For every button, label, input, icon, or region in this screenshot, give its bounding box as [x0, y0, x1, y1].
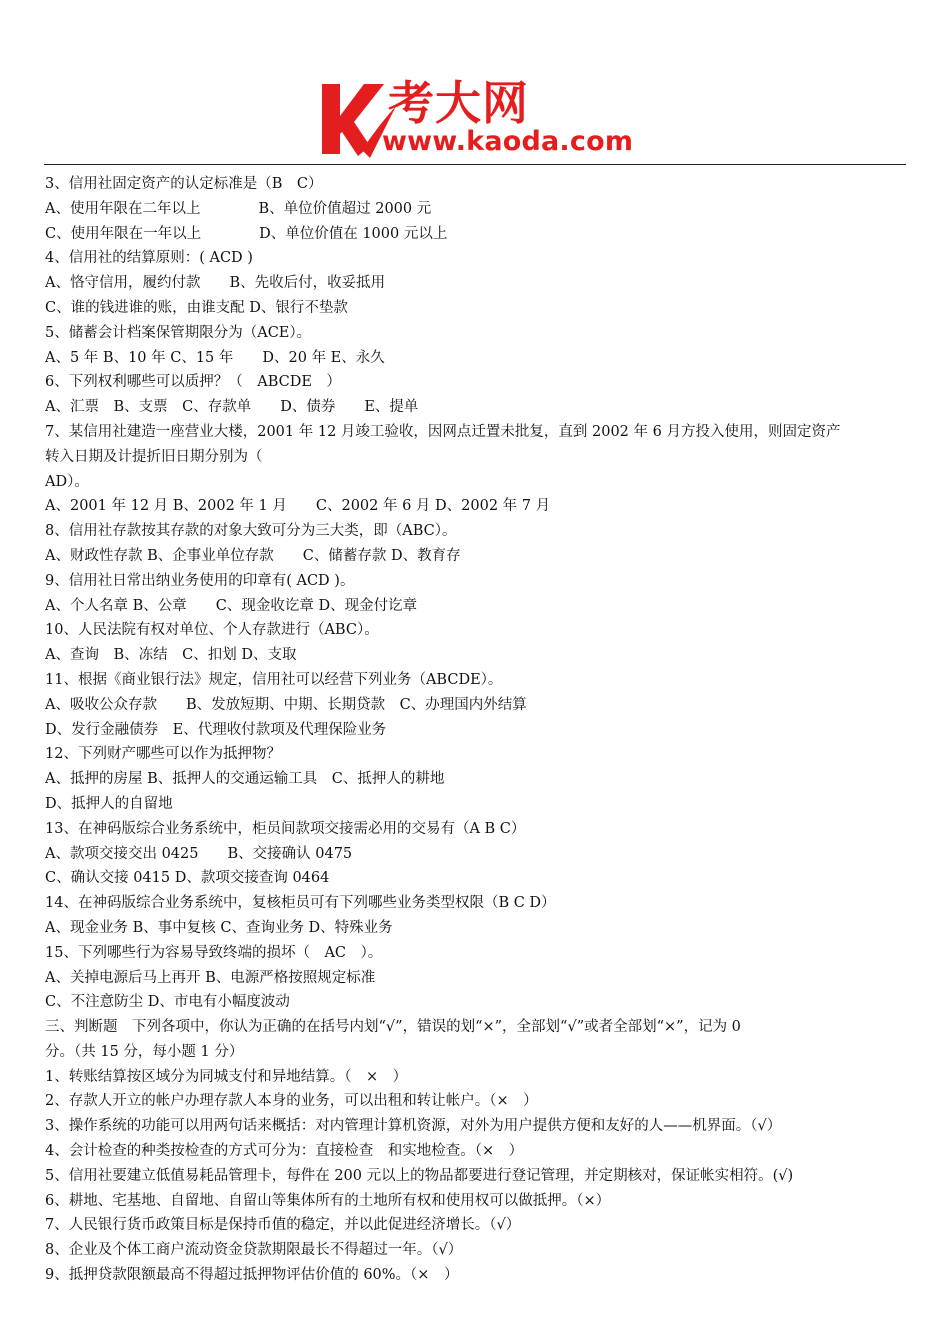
text-line: 5、信用社要建立低值易耗品管理卡，每件在 200 元以上的物品都要进行登记管理，并定期核对，保证帐实相符。(√)	[45, 1167, 794, 1184]
text-line: 10、人民法院有权对单位、个人存款进行（ABC）。	[45, 622, 379, 639]
document-body	[45, 172, 907, 1288]
text-line: A、抵押的房屋 B、抵押人的交通运输工具 C、抵押人的耕地	[45, 771, 445, 788]
text-line: 7、某信用社建造一座营业大楼，2001 年 12 月竣工验收，因网点迁置未批复，直到 2002 年 6 月方投入使用，则固定资产	[45, 423, 841, 440]
text-line: A、使用年限在二年以上 B、单位价值超过 2000 元	[45, 200, 432, 217]
text-line: 11、根据《商业银行法》规定，信用社可以经营下列业务（ABCDE）。	[45, 671, 503, 688]
header-divider	[44, 164, 906, 165]
text-line: A、2001 年 12 月 B、2002 年 1 月 C、2002 年 6 月 D、2002 年 7 月	[45, 498, 551, 515]
text-line: 8、信用社存款按其存款的对象大致可分为三大类，即（ABC）。	[45, 523, 457, 540]
text-line: A、关掉电源后马上再开 B、电源严格按照规定标准	[45, 969, 376, 986]
kaoda-logo	[318, 76, 648, 162]
text-line: 6、耕地、宅基地、自留地、自留山等集体所有的土地所有权和使用权可以做抵押。（×）	[45, 1192, 611, 1209]
text-line: C、不注意防尘 D、市电有小幅度波动	[45, 994, 290, 1011]
text-line: 5、储蓄会计档案保管期限分为（ACE）。	[45, 324, 312, 341]
text-line: 分。（共 15 分，每小题 1 分）	[45, 1043, 244, 1060]
text-line: 6、下列权利哪些可以质押？（ ABCDE ）	[45, 374, 341, 391]
logo-url-text: www.kaoda.com	[382, 126, 634, 157]
text-line: 9、抵押贷款限额最高不得超过抵押物评估价值的 60%。（× ）	[45, 1267, 459, 1284]
text-line: D、抵押人的自留地	[45, 795, 173, 812]
text-line: 14、在神码版综合业务系统中，复核柜员可有下列哪些业务类型权限（B C D）	[45, 895, 556, 912]
text-line: A、恪守信用，履约付款 B、先收后付，收妥抵用	[45, 275, 386, 292]
text-line: 9、信用社日常出纳业务使用的印章有( ACD )。	[45, 572, 355, 589]
text-line: 4、信用社的结算原则：( ACD )	[45, 250, 253, 267]
text-line: A、查询 B、冻结 C、扣划 D、支取	[45, 647, 297, 664]
text-line: 2、存款人开立的帐户办理存款人本身的业务，可以出租和转让帐户。（× ）	[45, 1093, 538, 1110]
text-line: 3、信用社固定资产的认定标准是（B C）	[45, 176, 323, 192]
text-line: D、发行金融债券 E、代理收付款项及代理保险业务	[45, 721, 387, 738]
text-line: A、财政性存款 B、企事业单位存款 C、储蓄存款 D、教育存	[45, 547, 461, 564]
section-heading: 三、判断题 下列各项中，你认为正确的在括号内划“√”，错误的划“×”，全部划“√”或者全部划“×”，记为 0	[45, 1019, 741, 1036]
page-header	[0, 0, 950, 170]
text-line: C、确认交接 0415 D、款项交接查询 0464	[45, 870, 330, 887]
text-line: C、谁的钱进谁的账，由谁支配 D、银行不垫款	[45, 299, 348, 316]
text-line: A、款项交接交出 0425 B、交接确认 0475	[45, 845, 353, 862]
text-line: 7、人民银行货币政策目标是保持币值的稳定，并以此促进经济增长。（√）	[45, 1217, 521, 1234]
text-line: C、使用年限在一年以上 D、单位价值在 1000 元以上	[45, 225, 448, 242]
text-line: A、现金业务 B、事中复核 C、查询业务 D、特殊业务	[45, 919, 393, 936]
text-line: 4、会计检查的种类按检查的方式可分为：直接检查 和实地检查。（× ）	[45, 1143, 524, 1160]
text-line: 3、操作系统的功能可以用两句话来概括：对内管理计算机资源，对外为用户提供方便和友好的人——机界面。（√）	[45, 1118, 782, 1135]
logo-chinese-text: 考大网	[388, 76, 529, 130]
text-line: 8、企业及个体工商户流动资金贷款期限最长不得超过一年。（√）	[45, 1242, 463, 1259]
text-line: 12、下列财产哪些可以作为抵押物？	[45, 746, 281, 763]
text-line: 转入日期及计提折旧日期分别为（	[45, 448, 263, 465]
text-line: 1、转账结算按区域分为同城支付和异地结算。（ × ）	[45, 1068, 408, 1085]
text-line: AD）。	[45, 473, 89, 490]
text-line: A、5 年 B、10 年 C、15 年 D、20 年 E、永久	[45, 349, 385, 366]
text-line: A、个人名章 B、公章 C、现金收讫章 D、现金付讫章	[45, 597, 418, 614]
text-line: A、汇票 B、支票 C、存款单 D、债券 E、提单	[45, 399, 419, 416]
text-line: 13、在神码版综合业务系统中，柜员间款项交接需必用的交易有（A B C）	[45, 820, 526, 837]
text-line: 15、下列哪些行为容易导致终端的损坏（ AC ）。	[45, 944, 383, 961]
text-line: A、吸收公众存款 B、发放短期、中期、长期贷款 C、办理国内外结算	[45, 696, 527, 713]
